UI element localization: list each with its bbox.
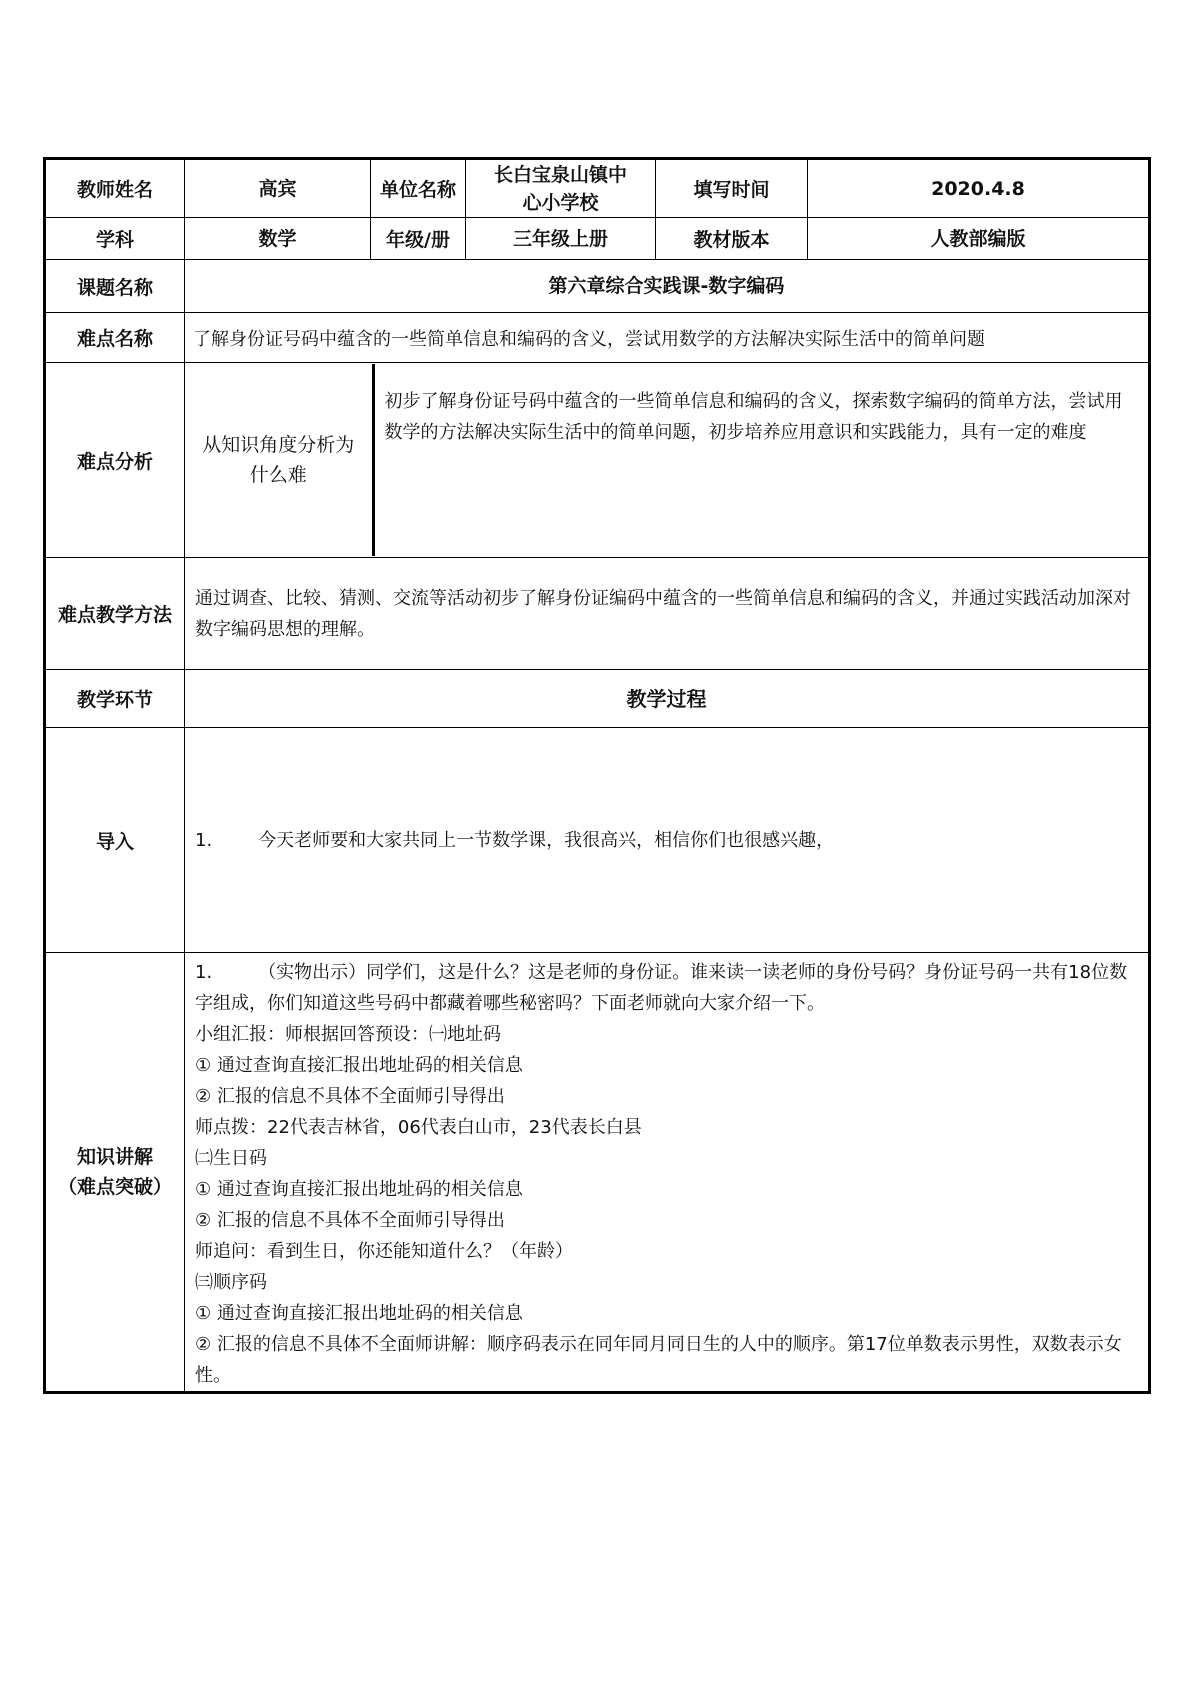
difficulty-label: 难点名称 bbox=[45, 313, 185, 363]
method-value: 通过调查、比较、猜测、交流等活动初步了解身份证编码中蕴含的一些简单信息和编码的含义，并通过实践活动加深对数字编码思想的理解。 bbox=[185, 558, 1150, 670]
subject-value: 数学 bbox=[185, 218, 371, 260]
knowledge-line: ② 汇报的信息不具体不全面师引导得出 bbox=[195, 1210, 505, 1231]
analysis-label: 难点分析 bbox=[45, 363, 185, 558]
intro-number: 1. bbox=[195, 829, 213, 851]
intro-content bbox=[185, 728, 1150, 953]
teacher-value: 高宾 bbox=[185, 159, 371, 218]
knowledge-line: ① 通过查询直接汇报出地址码的相关信息 bbox=[195, 1179, 523, 1200]
lesson-plan-sheet bbox=[43, 157, 1148, 1394]
grade-value: 三年级上册 bbox=[466, 218, 656, 260]
knowledge-row bbox=[45, 953, 1150, 1393]
knowledge-line: ㈢顺序码 bbox=[195, 1272, 267, 1293]
analysis-sub-label: 从知识角度分析为什么难 bbox=[185, 364, 373, 556]
topic-label: 课题名称 bbox=[45, 260, 185, 313]
unit-value: 长白宝泉山镇中心小学校 bbox=[466, 159, 656, 218]
topic-row bbox=[45, 260, 1150, 313]
analysis-value: 初步了解身份证号码中蕴含的一些简单信息和编码的含义，探索数字编码的简单方法，尝试用数学的方法解决实际生活中的简单问题，初步培养应用意识和实践能力，具有一定的难度 bbox=[384, 391, 1123, 443]
knowledge-line: ② 汇报的信息不具体不全面师引导得出 bbox=[195, 1086, 505, 1107]
topic-value: 第六章综合实践课-数字编码 bbox=[185, 260, 1150, 313]
knowledge-first-text: （实物出示）同学们，这是什么？这是老师的身份证。谁来读一读老师的身份号码？身份证号码一共有18位数字组成，你们知道这些号码中都藏着哪些秘密吗？下面老师就向大家介绍一下。 bbox=[195, 962, 1128, 1014]
header-row-1 bbox=[45, 159, 1150, 218]
edition-value: 人教部编版 bbox=[808, 218, 1150, 260]
knowledge-content bbox=[185, 953, 1150, 1393]
process-header-row bbox=[45, 670, 1150, 728]
edition-label: 教材版本 bbox=[656, 218, 808, 260]
lesson-plan-table bbox=[43, 157, 1151, 1394]
knowledge-first-paragraph bbox=[195, 957, 1138, 1019]
analysis-inner bbox=[185, 364, 1148, 556]
knowledge-label-line2: （难点突破） bbox=[57, 1176, 172, 1198]
process-step-label: 教学环节 bbox=[45, 670, 185, 728]
method-row bbox=[45, 558, 1150, 670]
knowledge-number: 1. bbox=[195, 962, 213, 983]
knowledge-label bbox=[45, 953, 185, 1393]
knowledge-line: 师点拨：22代表吉林省，06代表白山市，23代表长白县 bbox=[195, 1117, 642, 1138]
knowledge-line: 小组汇报：师根据回答预设：㈠地址码 bbox=[195, 1024, 501, 1045]
knowledge-label-line1: 知识讲解 bbox=[76, 1146, 153, 1168]
process-value-label: 教学过程 bbox=[185, 670, 1150, 728]
header-row-2 bbox=[45, 218, 1150, 260]
knowledge-line: ㈡生日码 bbox=[195, 1148, 267, 1169]
intro-label: 导入 bbox=[45, 728, 185, 953]
difficulty-value: 了解身份证号码中蕴含的一些简单信息和编码的含义，尝试用数学的方法解决实际生活中的简单问题 bbox=[185, 313, 1150, 363]
date-label: 填写时间 bbox=[656, 159, 808, 218]
teacher-label: 教师姓名 bbox=[45, 159, 185, 218]
knowledge-line: ① 通过查询直接汇报出地址码的相关信息 bbox=[195, 1303, 523, 1324]
knowledge-line: 师追问：看到生日，你还能知道什么？（年龄） bbox=[195, 1241, 573, 1262]
method-label: 难点教学方法 bbox=[45, 558, 185, 670]
subject-label: 学科 bbox=[45, 218, 185, 260]
date-value: 2020.4.8 bbox=[808, 159, 1150, 218]
intro-row bbox=[45, 728, 1150, 953]
unit-label: 单位名称 bbox=[371, 159, 466, 218]
knowledge-line: ① 通过查询直接汇报出地址码的相关信息 bbox=[195, 1055, 523, 1076]
difficulty-row bbox=[45, 313, 1150, 363]
analysis-row bbox=[45, 363, 1150, 558]
intro-text: 今天老师要和大家共同上一节数学课，我很高兴，相信你们也很感兴趣， bbox=[258, 829, 835, 851]
knowledge-line: ② 汇报的信息不具体不全面师讲解：顺序码表示在同年同月同日生的人中的顺序。第17位单数表示男性，双数表示女性。 bbox=[195, 1334, 1122, 1386]
grade-label: 年级/册 bbox=[371, 218, 466, 260]
